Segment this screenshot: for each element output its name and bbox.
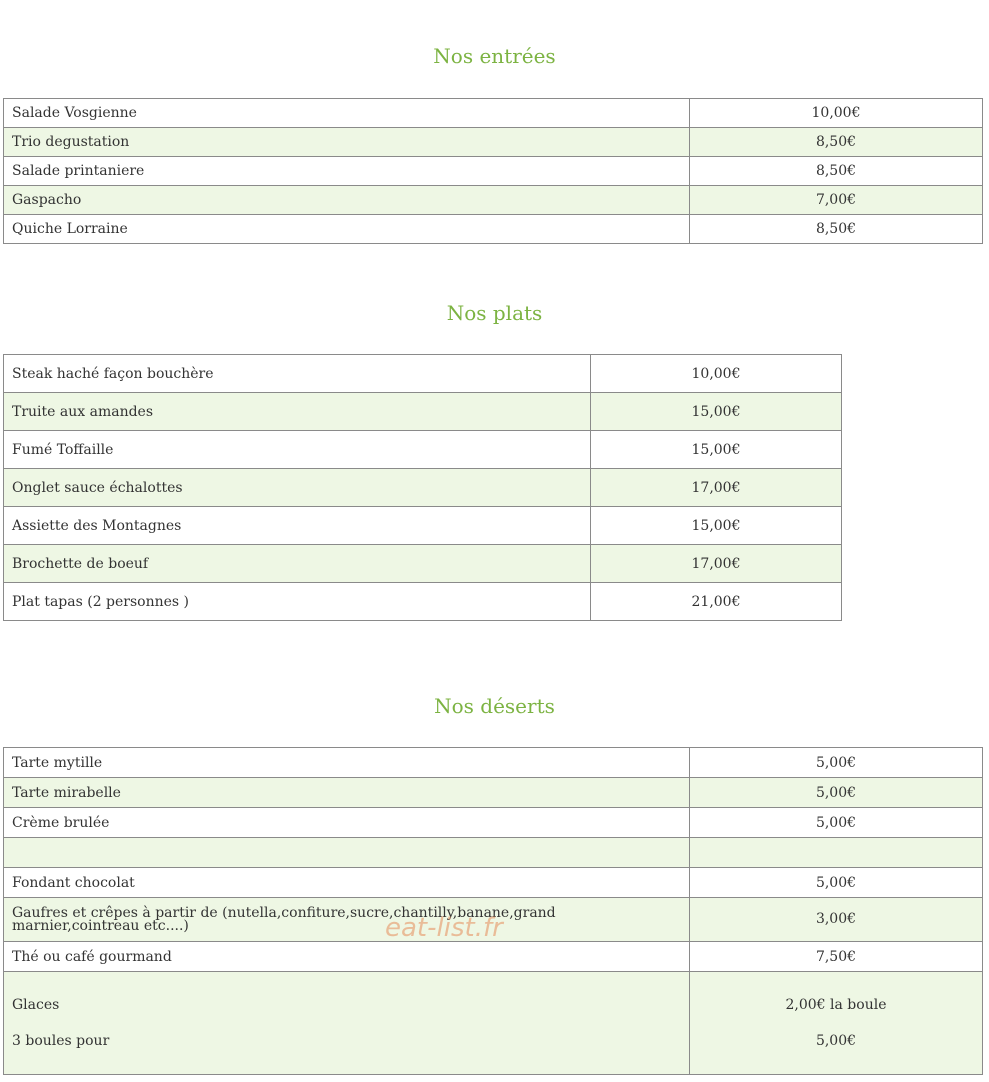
table-row xyxy=(4,942,983,972)
item-name: Steak haché façon bouchère xyxy=(4,355,591,393)
item-name: Fumé Toffaille xyxy=(4,431,591,469)
table-row xyxy=(4,583,842,621)
item-price: 10,00€ xyxy=(690,99,983,128)
item-price: 2,00€ la boule xyxy=(785,997,887,1013)
item-name: Salade Vosgienne xyxy=(4,99,690,128)
table-row xyxy=(4,808,983,838)
item-price: 8,50€ xyxy=(690,128,983,157)
table-row xyxy=(4,545,842,583)
item-price: 5,00€ xyxy=(690,748,983,778)
item-price: 8,50€ xyxy=(690,157,983,186)
table-row xyxy=(4,507,842,545)
item-name: Brochette de boeuf xyxy=(4,545,591,583)
table-row xyxy=(4,898,983,942)
table-row xyxy=(4,972,983,1075)
section-title-deserts: Nos déserts xyxy=(434,694,555,718)
entrees-table xyxy=(3,98,983,244)
table-row xyxy=(4,748,983,778)
table-row xyxy=(4,868,983,898)
item-name: Assiette des Montagnes xyxy=(4,507,591,545)
section-title-entrees: Nos entrées xyxy=(433,44,556,68)
table-row xyxy=(4,778,983,808)
item-price: 10,00€ xyxy=(591,355,842,393)
item-name: Plat tapas (2 personnes ) xyxy=(4,583,591,621)
deserts-table xyxy=(3,747,983,1075)
item-name xyxy=(4,838,690,868)
item-price: 17,00€ xyxy=(591,545,842,583)
item-name: Glaces xyxy=(12,997,60,1013)
table-row xyxy=(4,99,983,128)
section-title-plats: Nos plats xyxy=(446,301,543,325)
item-price: 17,00€ xyxy=(591,469,842,507)
item-name-group xyxy=(4,972,690,1075)
item-name: Tarte mirabelle xyxy=(4,778,690,808)
table-row xyxy=(4,128,983,157)
item-price: 7,00€ xyxy=(690,186,983,215)
item-price: 8,50€ xyxy=(690,215,983,244)
item-price: 3,00€ xyxy=(690,898,983,942)
table-row xyxy=(4,186,983,215)
item-price: 5,00€ xyxy=(690,868,983,898)
item-name: Crème brulée xyxy=(4,808,690,838)
table-row xyxy=(4,431,842,469)
table-row xyxy=(4,215,983,244)
item-price: 15,00€ xyxy=(591,507,842,545)
table-row xyxy=(4,393,842,431)
item-name: Salade printaniere xyxy=(4,157,690,186)
item-name: Quiche Lorraine xyxy=(4,215,690,244)
item-name: Trio degustation xyxy=(4,128,690,157)
table-row xyxy=(4,355,842,393)
item-price: 15,00€ xyxy=(591,393,842,431)
item-price: 21,00€ xyxy=(591,583,842,621)
watermark-logo: eat-list.fr xyxy=(385,913,503,943)
item-price: 5,00€ xyxy=(690,778,983,808)
item-name: Fondant chocolat xyxy=(4,868,690,898)
item-name: Tarte mytille xyxy=(4,748,690,778)
table-row xyxy=(4,838,983,868)
plats-table xyxy=(3,354,842,621)
item-price: 5,00€ xyxy=(690,808,983,838)
item-price: 7,50€ xyxy=(690,942,983,972)
item-name: Onglet sauce échalottes xyxy=(4,469,591,507)
item-name: Gaufres et crêpes à partir de (nutella,confiture,sucre,chantilly,banane,grand marnier,cointreau etc....) xyxy=(4,898,690,942)
item-price: 15,00€ xyxy=(591,431,842,469)
item-price: 5,00€ xyxy=(815,1033,857,1049)
item-price-group xyxy=(690,972,983,1075)
item-name: Truite aux amandes xyxy=(4,393,591,431)
item-price xyxy=(690,838,983,868)
item-name: Gaspacho xyxy=(4,186,690,215)
item-name: Thé ou café gourmand xyxy=(4,942,690,972)
table-row xyxy=(4,157,983,186)
table-row xyxy=(4,469,842,507)
item-name: 3 boules pour xyxy=(12,1033,110,1049)
